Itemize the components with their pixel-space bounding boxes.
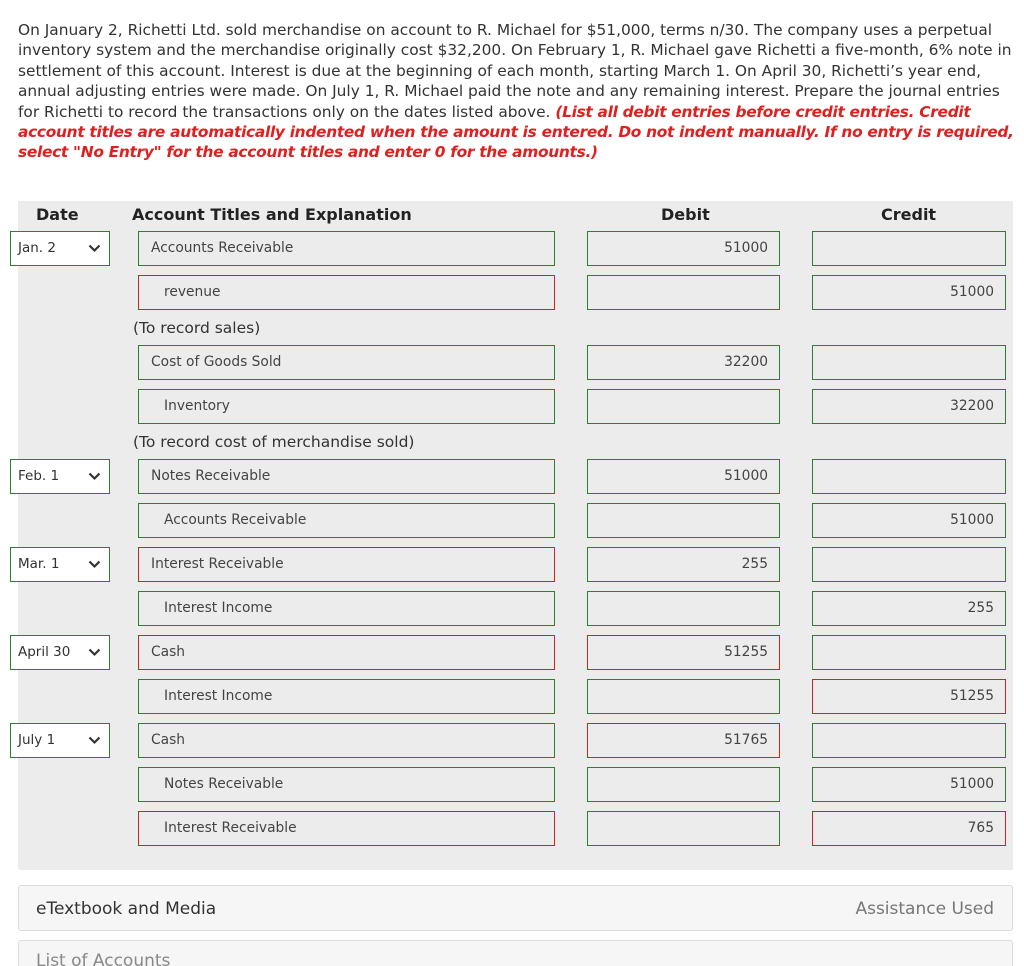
- account-value: Accounts Receivable: [151, 240, 294, 256]
- account-value: revenue: [164, 284, 221, 300]
- credit-field[interactable]: [812, 459, 1006, 494]
- account-field[interactable]: [138, 503, 555, 538]
- debit-value: 255: [741, 556, 768, 572]
- debit-field[interactable]: [587, 635, 780, 670]
- journal-table-header: [18, 201, 1013, 228]
- account-value: Notes Receivable: [164, 776, 284, 792]
- debit-field[interactable]: [587, 231, 780, 266]
- credit-field[interactable]: [812, 275, 1006, 310]
- account-value: Interest Income: [164, 600, 273, 616]
- credit-value: 51000: [950, 284, 994, 300]
- problem-statement: [18, 20, 1018, 163]
- date-value: April 30: [18, 644, 71, 660]
- account-field[interactable]: [138, 679, 555, 714]
- credit-value: 765: [967, 820, 994, 836]
- chevron-down-icon: [88, 472, 101, 481]
- debit-field[interactable]: [587, 345, 780, 380]
- account-value: Interest Receivable: [164, 820, 297, 836]
- header-account: Account Titles and Explanation: [132, 205, 412, 224]
- credit-field[interactable]: [812, 345, 1006, 380]
- account-value: Notes Receivable: [151, 468, 271, 484]
- account-field[interactable]: [138, 811, 555, 846]
- credit-field[interactable]: [812, 679, 1006, 714]
- header-credit: Credit: [881, 205, 937, 224]
- credit-field[interactable]: [812, 547, 1006, 582]
- account-value: Inventory: [164, 398, 230, 414]
- account-field[interactable]: [138, 389, 555, 424]
- date-select-feb1[interactable]: [10, 459, 110, 494]
- account-field[interactable]: [138, 767, 555, 802]
- assistance-used-label: Assistance Used: [855, 899, 994, 919]
- credit-field[interactable]: [812, 591, 1006, 626]
- credit-field[interactable]: [812, 635, 1006, 670]
- account-value: Cash: [151, 732, 186, 748]
- credit-value: 255: [967, 600, 994, 616]
- account-value: Cash: [151, 644, 186, 660]
- date-value: July 1: [18, 732, 56, 748]
- account-value: Cost of Goods Sold: [151, 354, 282, 370]
- credit-field[interactable]: [812, 723, 1006, 758]
- account-field[interactable]: [138, 459, 555, 494]
- chevron-down-icon: [88, 648, 101, 657]
- credit-field[interactable]: [812, 503, 1006, 538]
- etextbook-link[interactable]: eTextbook and Media: [36, 899, 217, 919]
- etextbook-panel[interactable]: [18, 885, 1013, 931]
- debit-value: 32200: [724, 354, 768, 370]
- debit-field[interactable]: [587, 591, 780, 626]
- account-value: Interest Receivable: [151, 556, 284, 572]
- account-field[interactable]: [138, 275, 555, 310]
- account-field[interactable]: [138, 635, 555, 670]
- debit-value: 51255: [724, 644, 768, 660]
- header-debit: Debit: [661, 205, 710, 224]
- chevron-down-icon: [88, 244, 101, 253]
- problem-text: On January 2, Richetti Ltd. sold merchandise on account to R. Michael for $51,000, terms n/30. The company uses a perpetual inventory system and the merchandise originally cost $32,200. On February 1, R. Michael gave Richetti a five-month, 6% note in settlement of this account. Interest is due at the beginning of each month, starting March 1. On April 30, Richetti’s year end, annual adjusting entries were made. On July 1, R. Michael paid the note and any remaining interest. Prepare the journal entries for Richetti to record the transactions only on the dates listed above.: [18, 21, 1012, 121]
- date-select-mar1[interactable]: [10, 547, 110, 582]
- debit-field[interactable]: [587, 503, 780, 538]
- account-field[interactable]: [138, 547, 555, 582]
- debit-value: 51000: [724, 468, 768, 484]
- date-value: Mar. 1: [18, 556, 60, 572]
- chevron-down-icon: [88, 736, 101, 745]
- credit-value: 51000: [950, 776, 994, 792]
- chevron-down-icon: [88, 560, 101, 569]
- debit-field[interactable]: [587, 275, 780, 310]
- account-value: Accounts Receivable: [164, 512, 307, 528]
- date-select-july1[interactable]: [10, 723, 110, 758]
- account-field[interactable]: [138, 591, 555, 626]
- credit-value: 51255: [950, 688, 994, 704]
- account-field[interactable]: [138, 723, 555, 758]
- problem-instructions: (List all debit entries before credit entries. Credit account titles are automatically indented when the amount is entered. Do not indent manually. If no entry is required, select "No Entry" for the account titles and enter 0 for the amounts.): [18, 102, 1014, 162]
- debit-field[interactable]: [587, 547, 780, 582]
- date-value: Feb. 1: [18, 468, 60, 484]
- credit-field[interactable]: [812, 389, 1006, 424]
- debit-value: 51000: [724, 240, 768, 256]
- debit-field[interactable]: [587, 389, 780, 424]
- debit-field[interactable]: [587, 811, 780, 846]
- credit-field[interactable]: [812, 811, 1006, 846]
- credit-field[interactable]: [812, 767, 1006, 802]
- date-value: Jan. 2: [18, 240, 56, 256]
- debit-field[interactable]: [587, 723, 780, 758]
- debit-value: 51765: [724, 732, 768, 748]
- account-field[interactable]: [138, 345, 555, 380]
- debit-field[interactable]: [587, 459, 780, 494]
- list-of-accounts-link[interactable]: List of Accounts: [36, 951, 171, 966]
- credit-value: 32200: [950, 398, 994, 414]
- date-select-april30[interactable]: [10, 635, 110, 670]
- credit-value: 51000: [950, 512, 994, 528]
- header-date: Date: [36, 205, 79, 224]
- debit-field[interactable]: [587, 767, 780, 802]
- explanation-text: (To record sales): [133, 319, 261, 337]
- account-field[interactable]: [138, 231, 555, 266]
- date-select-jan2[interactable]: [10, 231, 110, 266]
- account-value: Interest Income: [164, 688, 273, 704]
- credit-field[interactable]: [812, 231, 1006, 266]
- explanation-text: (To record cost of merchandise sold): [133, 433, 415, 451]
- list-of-accounts-panel[interactable]: [18, 940, 1013, 966]
- debit-field[interactable]: [587, 679, 780, 714]
